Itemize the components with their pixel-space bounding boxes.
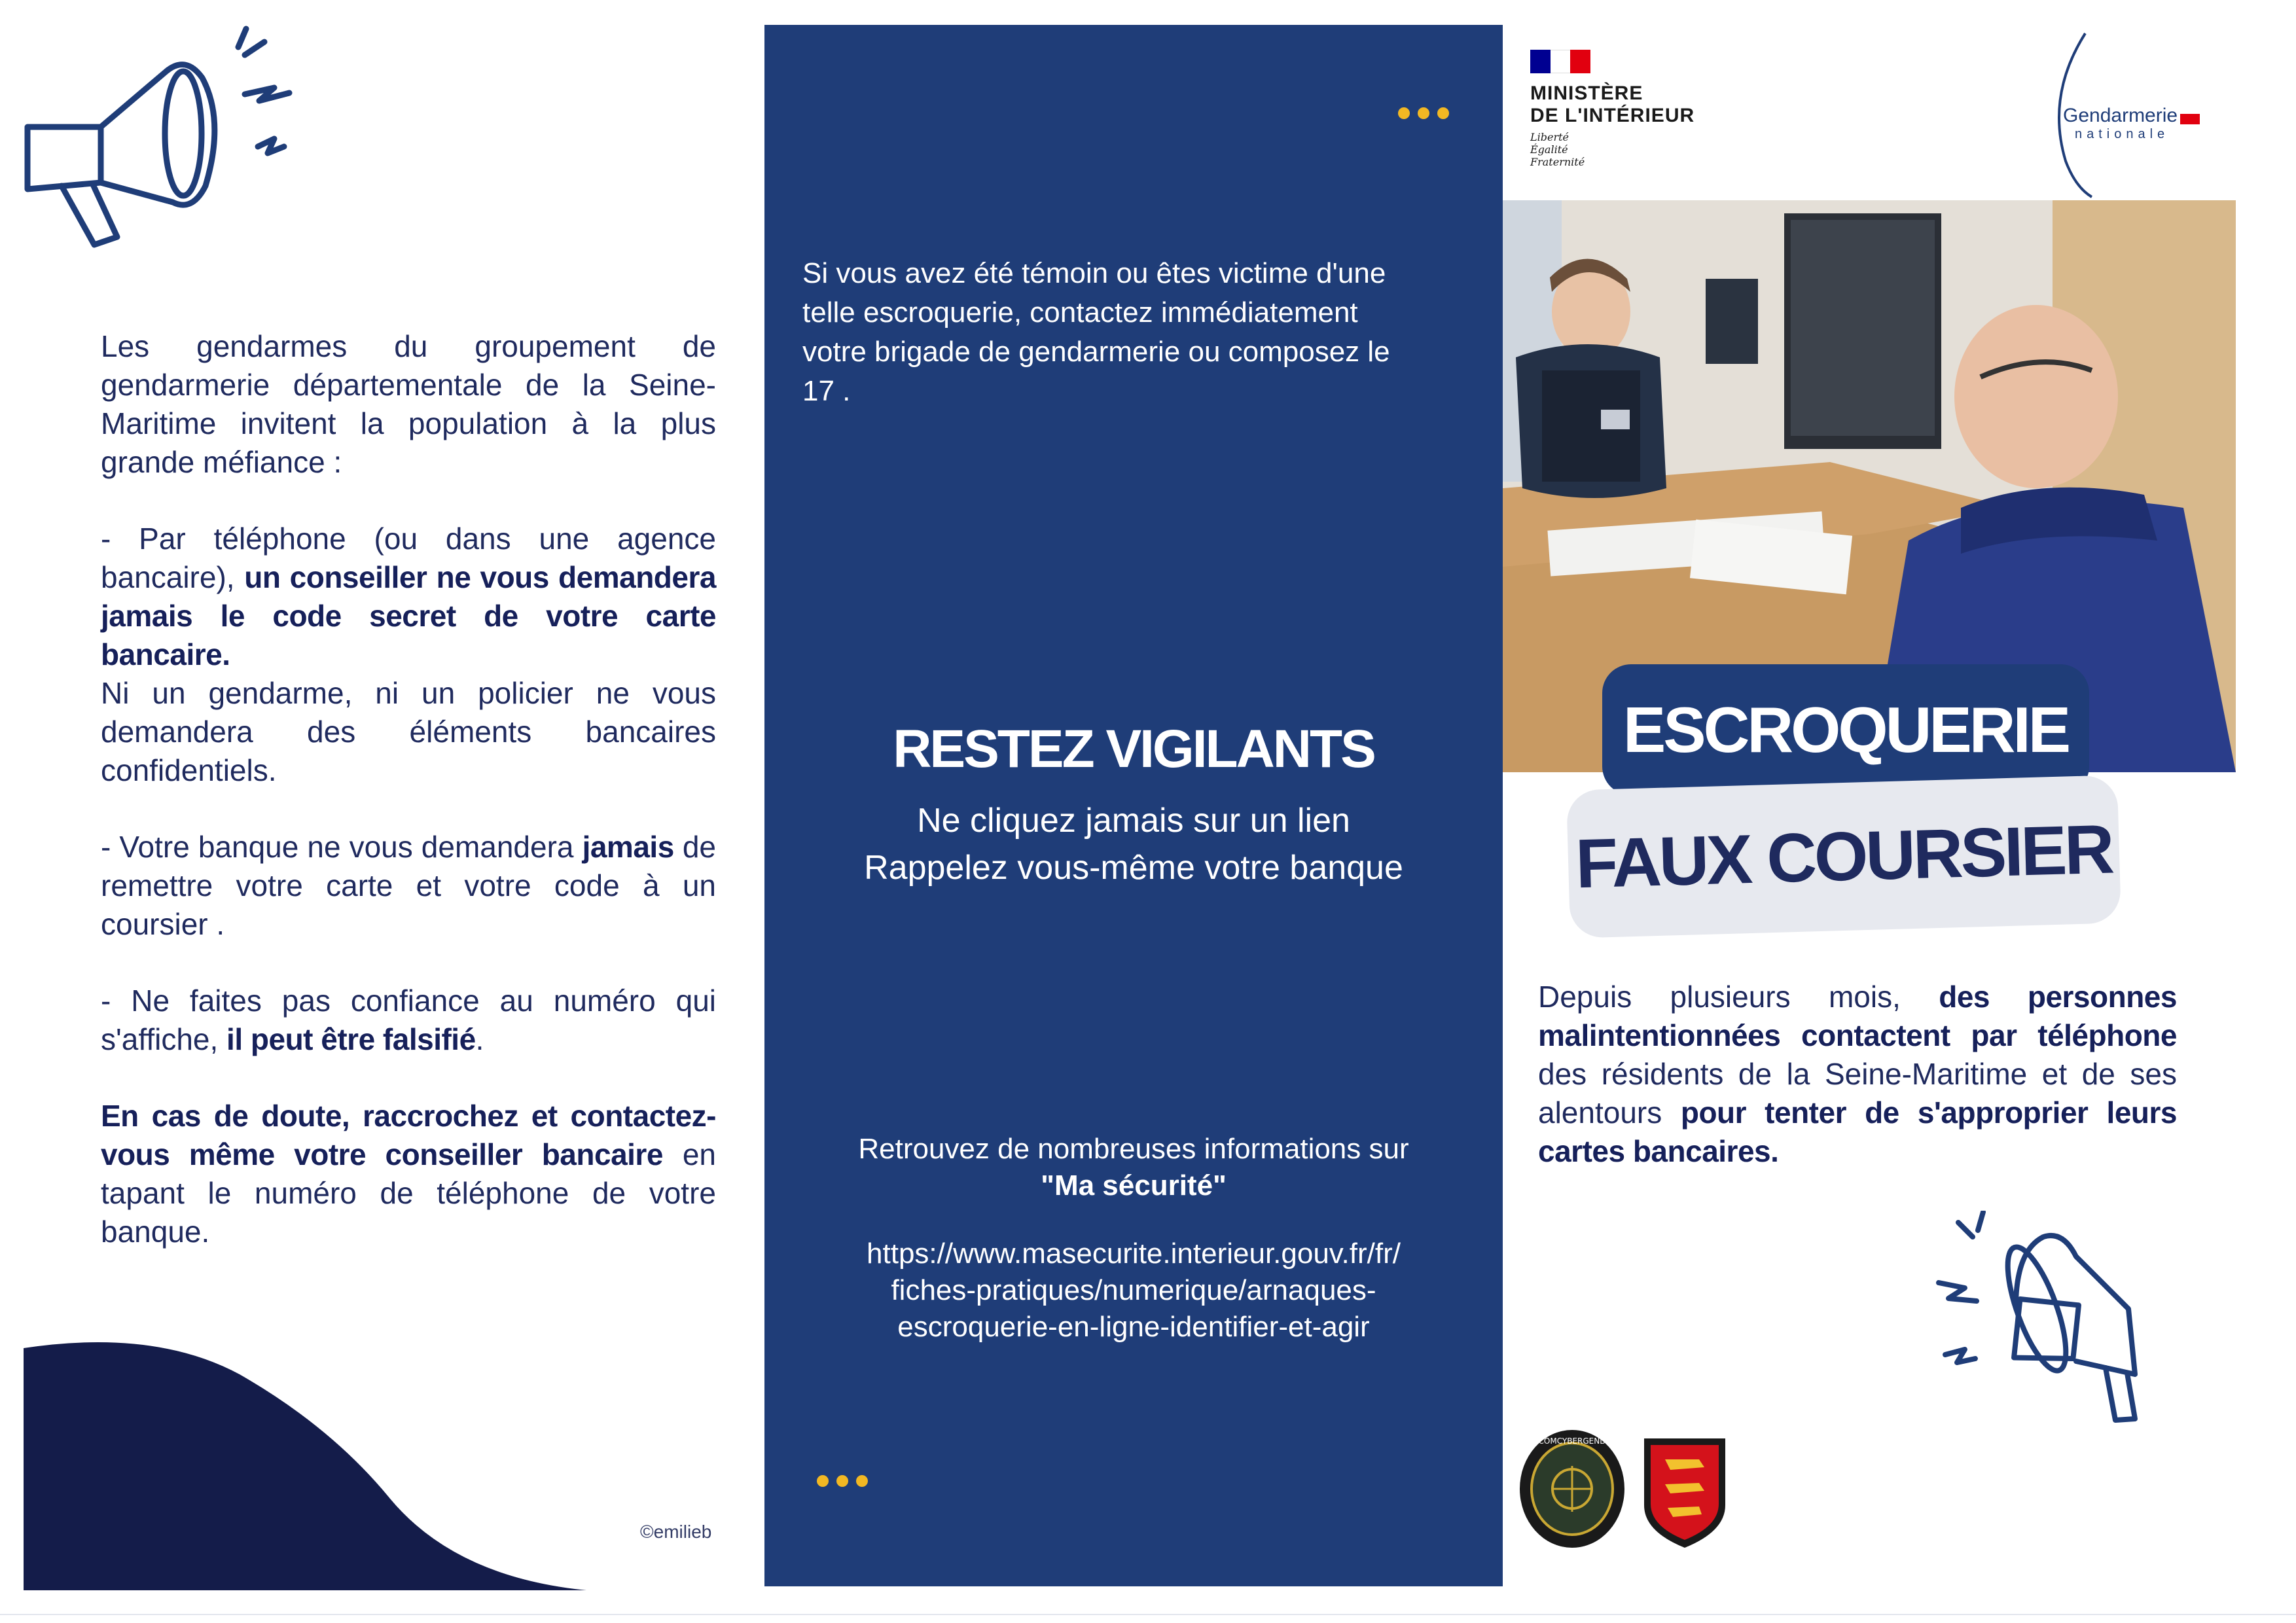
left-body-text — [101, 327, 716, 1251]
text-run: - Par téléphone (ou dans une agence bancaire), — [101, 522, 716, 594]
bold-run: pour tenter de s'approprier leurs cartes bancaires. — [1538, 1096, 2177, 1168]
comcybergend-badge-icon — [1517, 1427, 1627, 1551]
tag-faux-coursier-text: FAUX COURSIER — [1574, 810, 2113, 902]
text-run: - Ne faites pas confiance au numéro qui s'affiche, — [101, 984, 716, 1056]
tag-faux-coursier — [1566, 775, 2121, 938]
advice-officer: Ni un gendarme, ni un policier ne vous demandera des éléments bancaires confidentiels. — [101, 676, 716, 787]
credit-text: ©emilieb — [640, 1522, 712, 1542]
info-source-title: "Ma sécurité" — [1041, 1169, 1227, 1202]
red-flag-mark — [2180, 114, 2200, 124]
advice-bank-advisor — [101, 520, 716, 674]
url-block[interactable] — [764, 1236, 1503, 1346]
decorative-dots-top — [1398, 107, 1449, 119]
republic-motto — [1530, 131, 1695, 168]
ministry-logo — [1530, 50, 1695, 168]
bold-run: En cas de doute, raccrochez et contactez-vous même votre conseiller bancaire — [101, 1099, 716, 1171]
intro-paragraph: Les gendarmes du groupement de gendarmerie départementale de la Seine-Maritime invitent la population à la plus grande méfiance : — [101, 329, 716, 479]
decorative-wave — [24, 1335, 586, 1590]
info-block — [764, 1131, 1503, 1204]
ministry-line: MINISTÈRE — [1530, 82, 1643, 104]
advice-courier — [101, 828, 716, 944]
ministry-name — [1530, 82, 1695, 127]
normandy-coat-of-arms-icon — [1639, 1433, 1731, 1551]
advice-caller-id — [101, 982, 716, 1059]
bold-run: jamais — [582, 830, 674, 864]
advice-doubt — [101, 1097, 716, 1251]
url-line-1[interactable]: https://www.masecurite.interieur.gouv.fr/fr/ — [867, 1238, 1401, 1270]
badge-text: COMCYBERGEND — [1538, 1436, 1606, 1446]
text-run: de remettre votre carte et votre code à un coursier . — [101, 830, 716, 941]
bold-run: des personnes malintentionnées contactent par téléphone — [1538, 980, 2177, 1052]
megaphone-icon — [16, 16, 297, 264]
victim-contact-text: Si vous avez été témoin ou êtes victime d'une telle escroquerie, contactez immédiatement votre brigade de gendarmerie ou composez le 17 . — [802, 257, 1390, 407]
gendarmerie-word: Gendarmerie — [2063, 105, 2178, 126]
subheadline-line-1: Ne cliquez jamais sur un lien — [917, 802, 1350, 840]
info-source — [764, 1168, 1503, 1204]
text-run: Depuis plusieurs mois, — [1538, 980, 1939, 1014]
motto-word: Égalité — [1530, 143, 1568, 156]
right-description — [1538, 978, 2177, 1171]
headline: RESTEZ VIGILANTS — [893, 719, 1374, 779]
tag-escroquerie — [1602, 664, 2089, 795]
gendarmerie-subtitle: nationale — [2075, 127, 2170, 141]
info-line: Retrouvez de nombreuses informations sur — [858, 1133, 1409, 1165]
french-flag-icon — [1530, 50, 1590, 73]
text-run: en tapant le numéro de téléphone de votre banque. — [101, 1137, 716, 1249]
url-line-3[interactable]: escroquerie-en-ligne-identifier-et-agir — [897, 1311, 1370, 1343]
gendarmerie-logo — [2063, 105, 2200, 142]
url-line-2[interactable]: fiches-pratiques/numerique/arnaques- — [891, 1274, 1376, 1306]
bold-run: un conseiller ne vous demandera jamais le code secret de votre carte bancaire. — [101, 560, 716, 671]
middle-panel — [764, 25, 1503, 1586]
megaphone-icon — [1919, 1211, 2168, 1446]
bold-run: il peut être falsifié — [226, 1022, 476, 1056]
decorative-dots-bottom — [817, 1475, 868, 1487]
subheadline — [764, 797, 1503, 891]
text-run: - Votre banque ne vous demandera — [101, 830, 583, 864]
motto-word: Liberté — [1530, 131, 1569, 143]
motto-word: Fraternité — [1530, 156, 1585, 168]
right-panel — [1503, 0, 2296, 1623]
text-run: . — [475, 1022, 484, 1056]
ministry-line: DE L'INTÉRIEUR — [1530, 105, 1695, 126]
text-run: des résidents de la Seine-Maritime et de ses alentours — [1538, 1057, 2177, 1130]
left-panel — [0, 0, 759, 1623]
subheadline-line-2: Rappelez vous-même votre banque — [864, 849, 1403, 887]
fold-line — [0, 1614, 2296, 1615]
tag-escroquerie-text: ESCROQUERIE — [1623, 693, 2069, 766]
